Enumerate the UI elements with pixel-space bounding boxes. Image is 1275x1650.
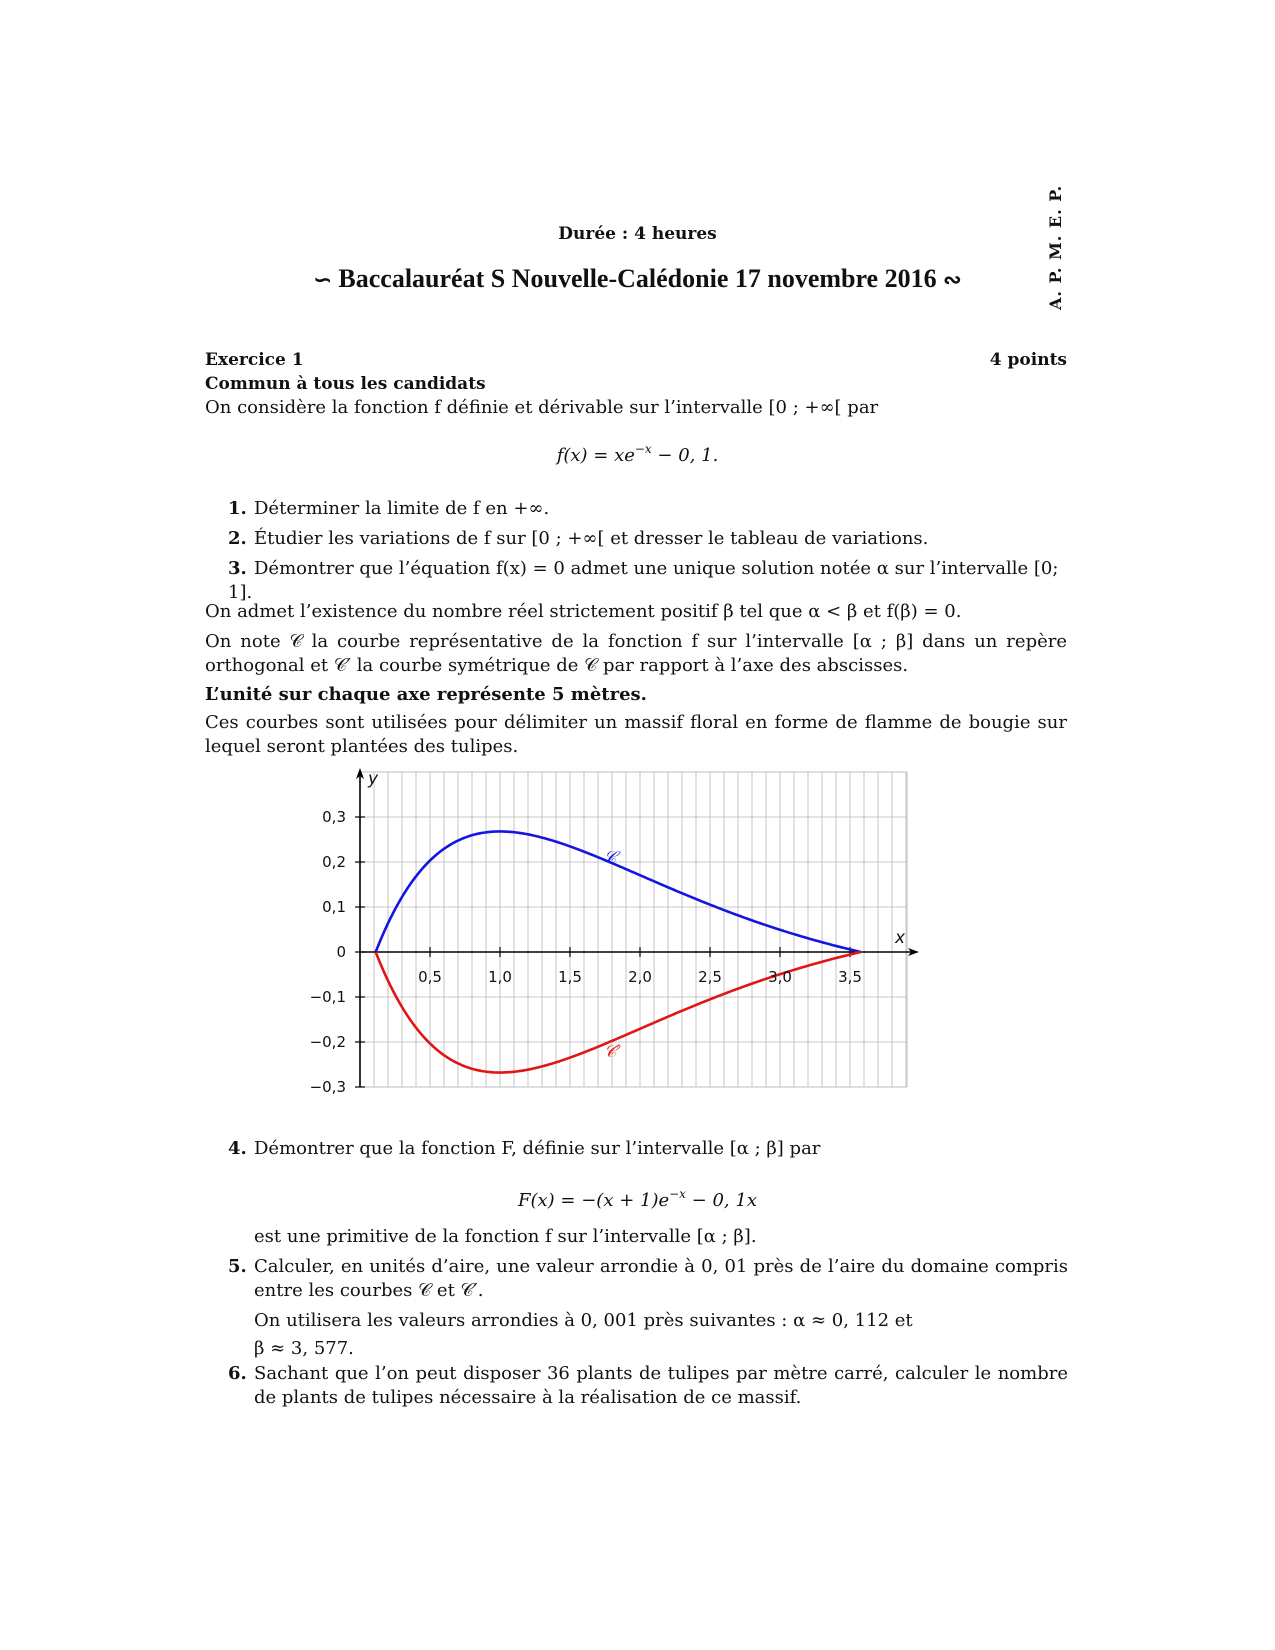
x-tick-label: 3,0	[768, 968, 792, 986]
x-tick-label: 3,5	[838, 968, 862, 986]
x-tick-label: 1,5	[558, 968, 582, 986]
y-tick-label: 0	[336, 943, 346, 961]
question-5	[228, 1255, 1068, 1361]
y-tick-label: 0,1	[322, 898, 346, 916]
question-5-hint-2: β ≈ 3, 577.	[254, 1338, 354, 1359]
curve-C	[376, 831, 861, 952]
question-text: Calculer, en unités d’aire, une valeur arrondie à 0, 01 près de l’aire du domaine compris entre les courbes 𝒞 et 𝒞′.	[254, 1256, 1068, 1301]
y-tick-label: −0,1	[309, 988, 346, 1006]
y-axis-label: y	[368, 769, 379, 789]
x-tick-label: 2,5	[698, 968, 722, 986]
question-2	[228, 527, 1068, 551]
question-number: 5.	[228, 1256, 247, 1277]
formula-f-main: f(x) = xe	[556, 445, 635, 466]
y-tick-label: −0,2	[309, 1033, 346, 1051]
formula-F	[0, 1187, 1275, 1211]
question-number: 2.	[228, 528, 247, 549]
x-tick-label: 1,0	[488, 968, 512, 986]
question-4	[228, 1137, 1068, 1161]
question-4-continuation: est une primitive de la fonction f sur l’intervalle [α ; β].	[254, 1226, 757, 1247]
question-text: Sachant que l’on peut disposer 36 plants de tulipes par mètre carré, calculer le nombre de plants de tulipes nécessaire à la réalisation de ce massif.	[254, 1363, 1068, 1408]
paragraph-flower-bed: Ces courbes sont utilisées pour délimiter un massif floral en forme de flamme de bougie sur lequel seront plantées des tulipes.	[205, 712, 1067, 757]
question-1	[228, 497, 1068, 521]
paragraph-unit: L’unité sur chaque axe représente 5 mètres.	[205, 684, 647, 705]
question-text: Démontrer que la fonction F, définie sur l’intervalle [α ; β] par	[254, 1138, 821, 1159]
paragraph-beta: On admet l’existence du nombre réel strictement positif β tel que α < β et f(β) = 0.	[205, 601, 962, 622]
duration-label: Durée : 4 heures	[558, 224, 717, 244]
curve-C-label: 𝒞	[604, 848, 617, 869]
question-number: 6.	[228, 1363, 247, 1384]
question-3	[228, 557, 1068, 605]
question-text: Étudier les variations de f sur [0 ; +∞[ et dresser le tableau de variations.	[254, 528, 929, 549]
paragraph-curves: On note 𝒞 la courbe représentative de la fonction f sur l’intervalle [α ; β] dans un repère orthogonal et 𝒞′ la courbe symétrique de 𝒞 par rapport à l’axe des abscisses.	[205, 631, 1067, 676]
side-mark: A. P. M. E. P.	[1046, 184, 1065, 310]
right-ornament-icon: ∾	[943, 267, 962, 292]
page-title	[0, 264, 1275, 294]
formula-F-exp: −x	[669, 1187, 686, 1201]
exercise-subtitle: Commun à tous les candidats	[205, 374, 486, 394]
y-tick-label: 0,2	[322, 853, 346, 871]
question-number: 3.	[228, 558, 247, 579]
formula-F-main: F(x) = −(x + 1)e	[518, 1190, 670, 1211]
curve-C-prime-label: 𝒞′	[604, 1041, 621, 1062]
x-tick-label: 0,5	[418, 968, 442, 986]
x-tick-label: 2,0	[628, 968, 652, 986]
question-number: 1.	[228, 498, 247, 519]
intro-text: On considère la fonction f définie et dérivable sur l’intervalle [0 ; +∞[ par	[205, 397, 879, 418]
formula-f-tail: − 0, 1.	[651, 445, 719, 466]
question-5-hint-1: On utilisera les valeurs arrondies à 0, 001 près suivantes : α ≈ 0, 112 et	[254, 1310, 913, 1331]
y-tick-label: 0,3	[322, 808, 346, 826]
left-ornament-icon: ∽	[313, 267, 332, 292]
y-tick-label: −0,3	[309, 1078, 346, 1096]
exercise-label: Exercice 1	[205, 350, 304, 370]
question-6	[228, 1362, 1068, 1410]
function-chart	[290, 768, 930, 1108]
question-text: Déterminer la limite de f en +∞.	[254, 498, 550, 519]
question-text: Démontrer que l’équation f(x) = 0 admet une unique solution notée α sur l’intervalle [0; 1].	[228, 558, 1059, 603]
formula-F-tail: − 0, 1x	[685, 1190, 757, 1211]
exercise-points: 4 points	[989, 350, 1067, 370]
formula-f	[0, 442, 1275, 466]
title-text: Baccalauréat S Nouvelle-Calédonie 17 novembre 2016	[338, 264, 937, 293]
question-number: 4.	[228, 1138, 247, 1159]
formula-f-exp: −x	[634, 442, 652, 456]
x-axis-label: x	[895, 928, 906, 948]
